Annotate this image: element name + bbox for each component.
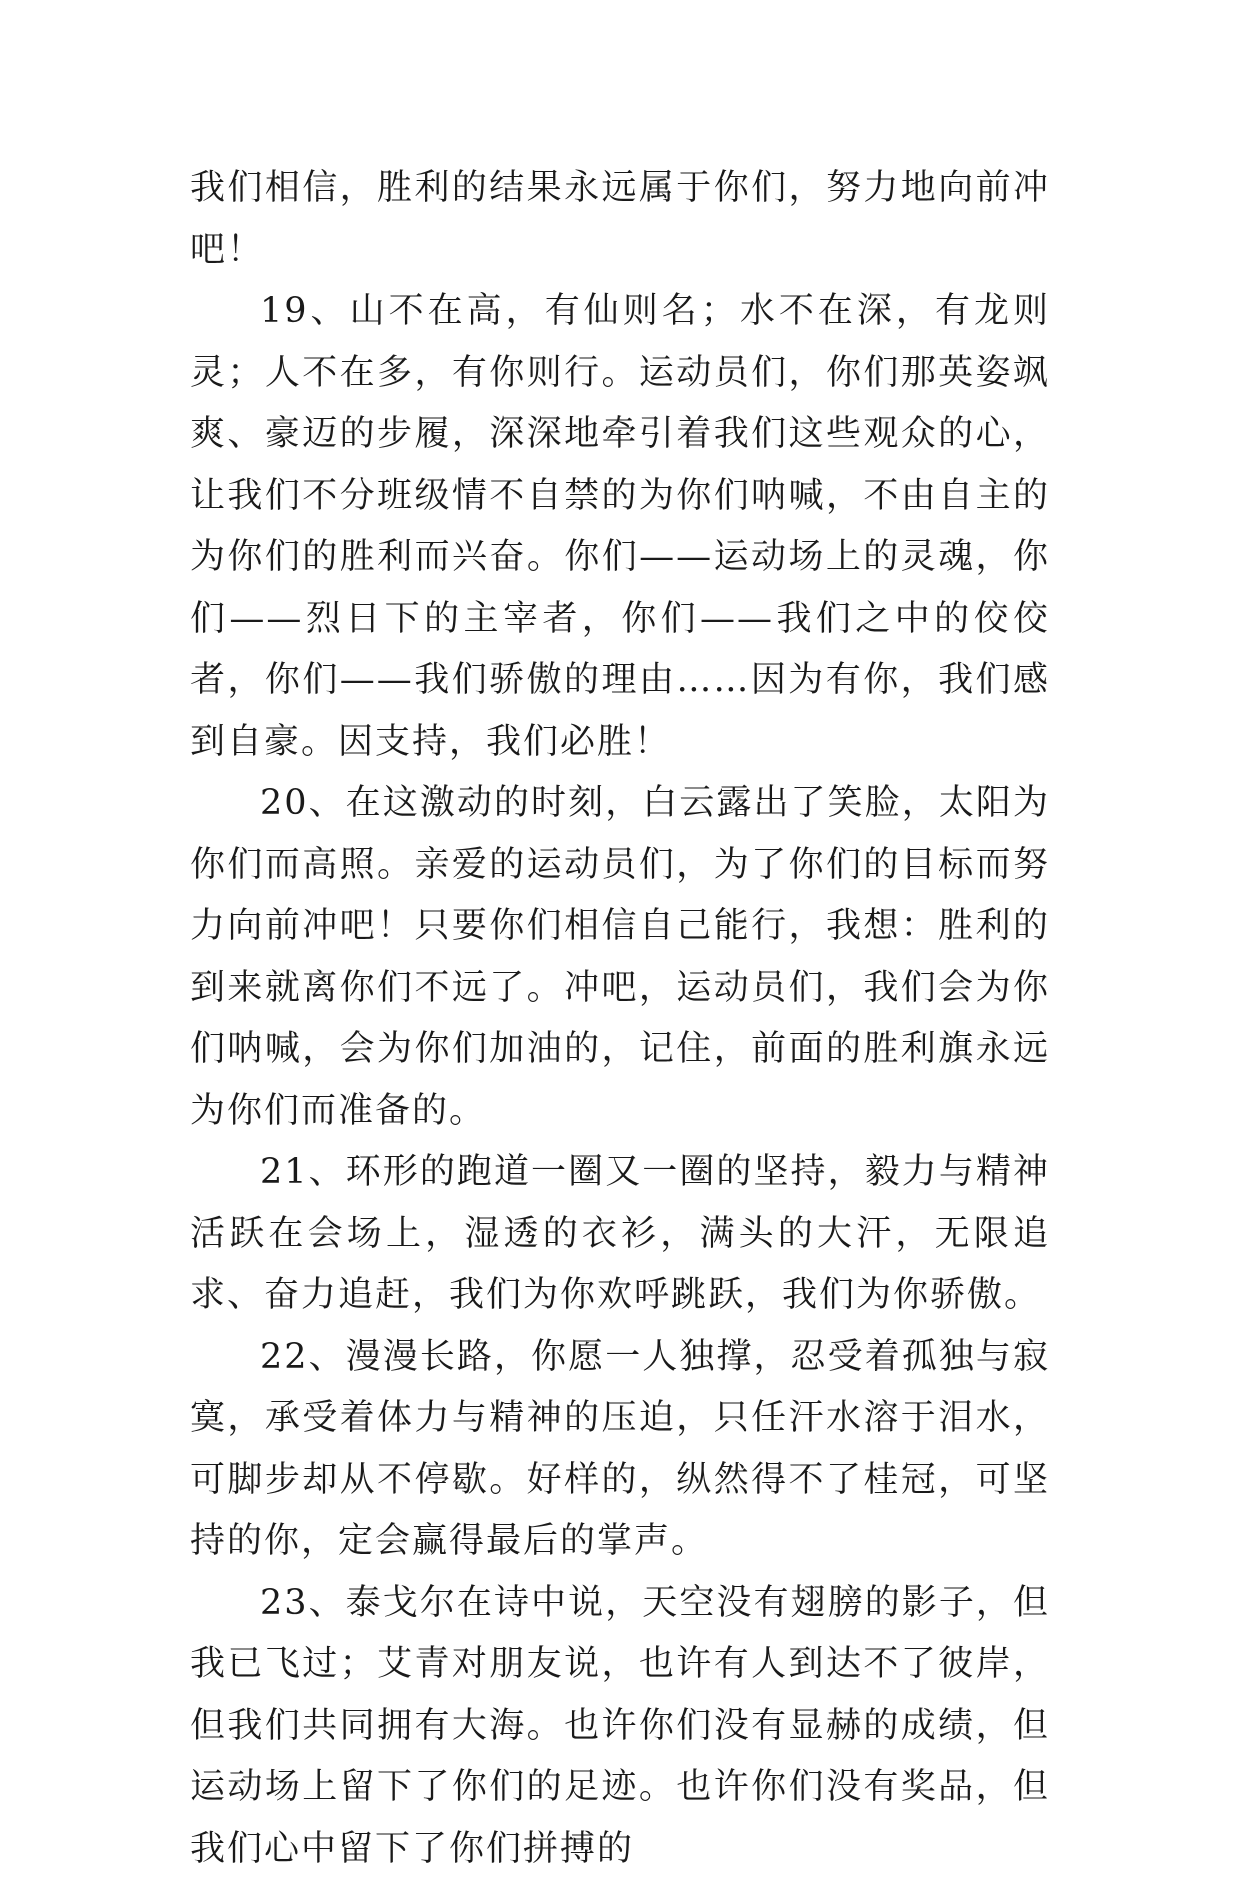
paragraph-21: 21、环形的跑道一圈又一圈的坚持，毅力与精神活跃在会场上，湿透的衣衫，满头的大汗，无限追求、奋力追赶，我们为你欢呼跳跃，我们为你骄傲。 <box>190 1142 1050 1327</box>
paragraph-continuation: 我们相信，胜利的结果永远属于你们，努力地向前冲吧！ <box>190 158 1050 281</box>
paragraph-20: 20、在这激动的时刻，白云露出了笑脸，太阳为你们而高照。亲爱的运动员们，为了你们的目标而努力向前冲吧！只要你们相信自己能行，我想：胜利的到来就离你们不远了。冲吧，运动员们，我们会为你们呐喊，会为你们加油的，记住，前面的胜利旗永远为你们而准备的。 <box>190 773 1050 1142</box>
paragraph-22: 22、漫漫长路，你愿一人独撑，忍受着孤独与寂寞，承受着体力与精神的压迫，只任汗水溶于泪水，可脚步却从不停歇。好样的，纵然得不了桂冠，可坚持的你，定会赢得最后的掌声。 <box>190 1327 1050 1573</box>
document-body <box>190 158 1050 1880</box>
paragraph-23: 23、泰戈尔在诗中说，天空没有翅膀的影子，但我已飞过；艾青对朋友说，也许有人到达不了彼岸，但我们共同拥有大海。也许你们没有显赫的成绩，但运动场上留下了你们的足迹。也许你们没有奖品，但我们心中留下了你们拼搏的 <box>190 1573 1050 1880</box>
paragraph-19: 19、山不在高，有仙则名；水不在深，有龙则灵；人不在多，有你则行。运动员们，你们那英姿飒爽、豪迈的步履，深深地牵引着我们这些观众的心，让我们不分班级情不自禁的为你们呐喊，不由自主的为你们的胜利而兴奋。你们——运动场上的灵魂，你们——烈日下的主宰者，你们——我们之中的佼佼者，你们——我们骄傲的理由……因为有你，我们感到自豪。因支持，我们必胜！ <box>190 281 1050 773</box>
